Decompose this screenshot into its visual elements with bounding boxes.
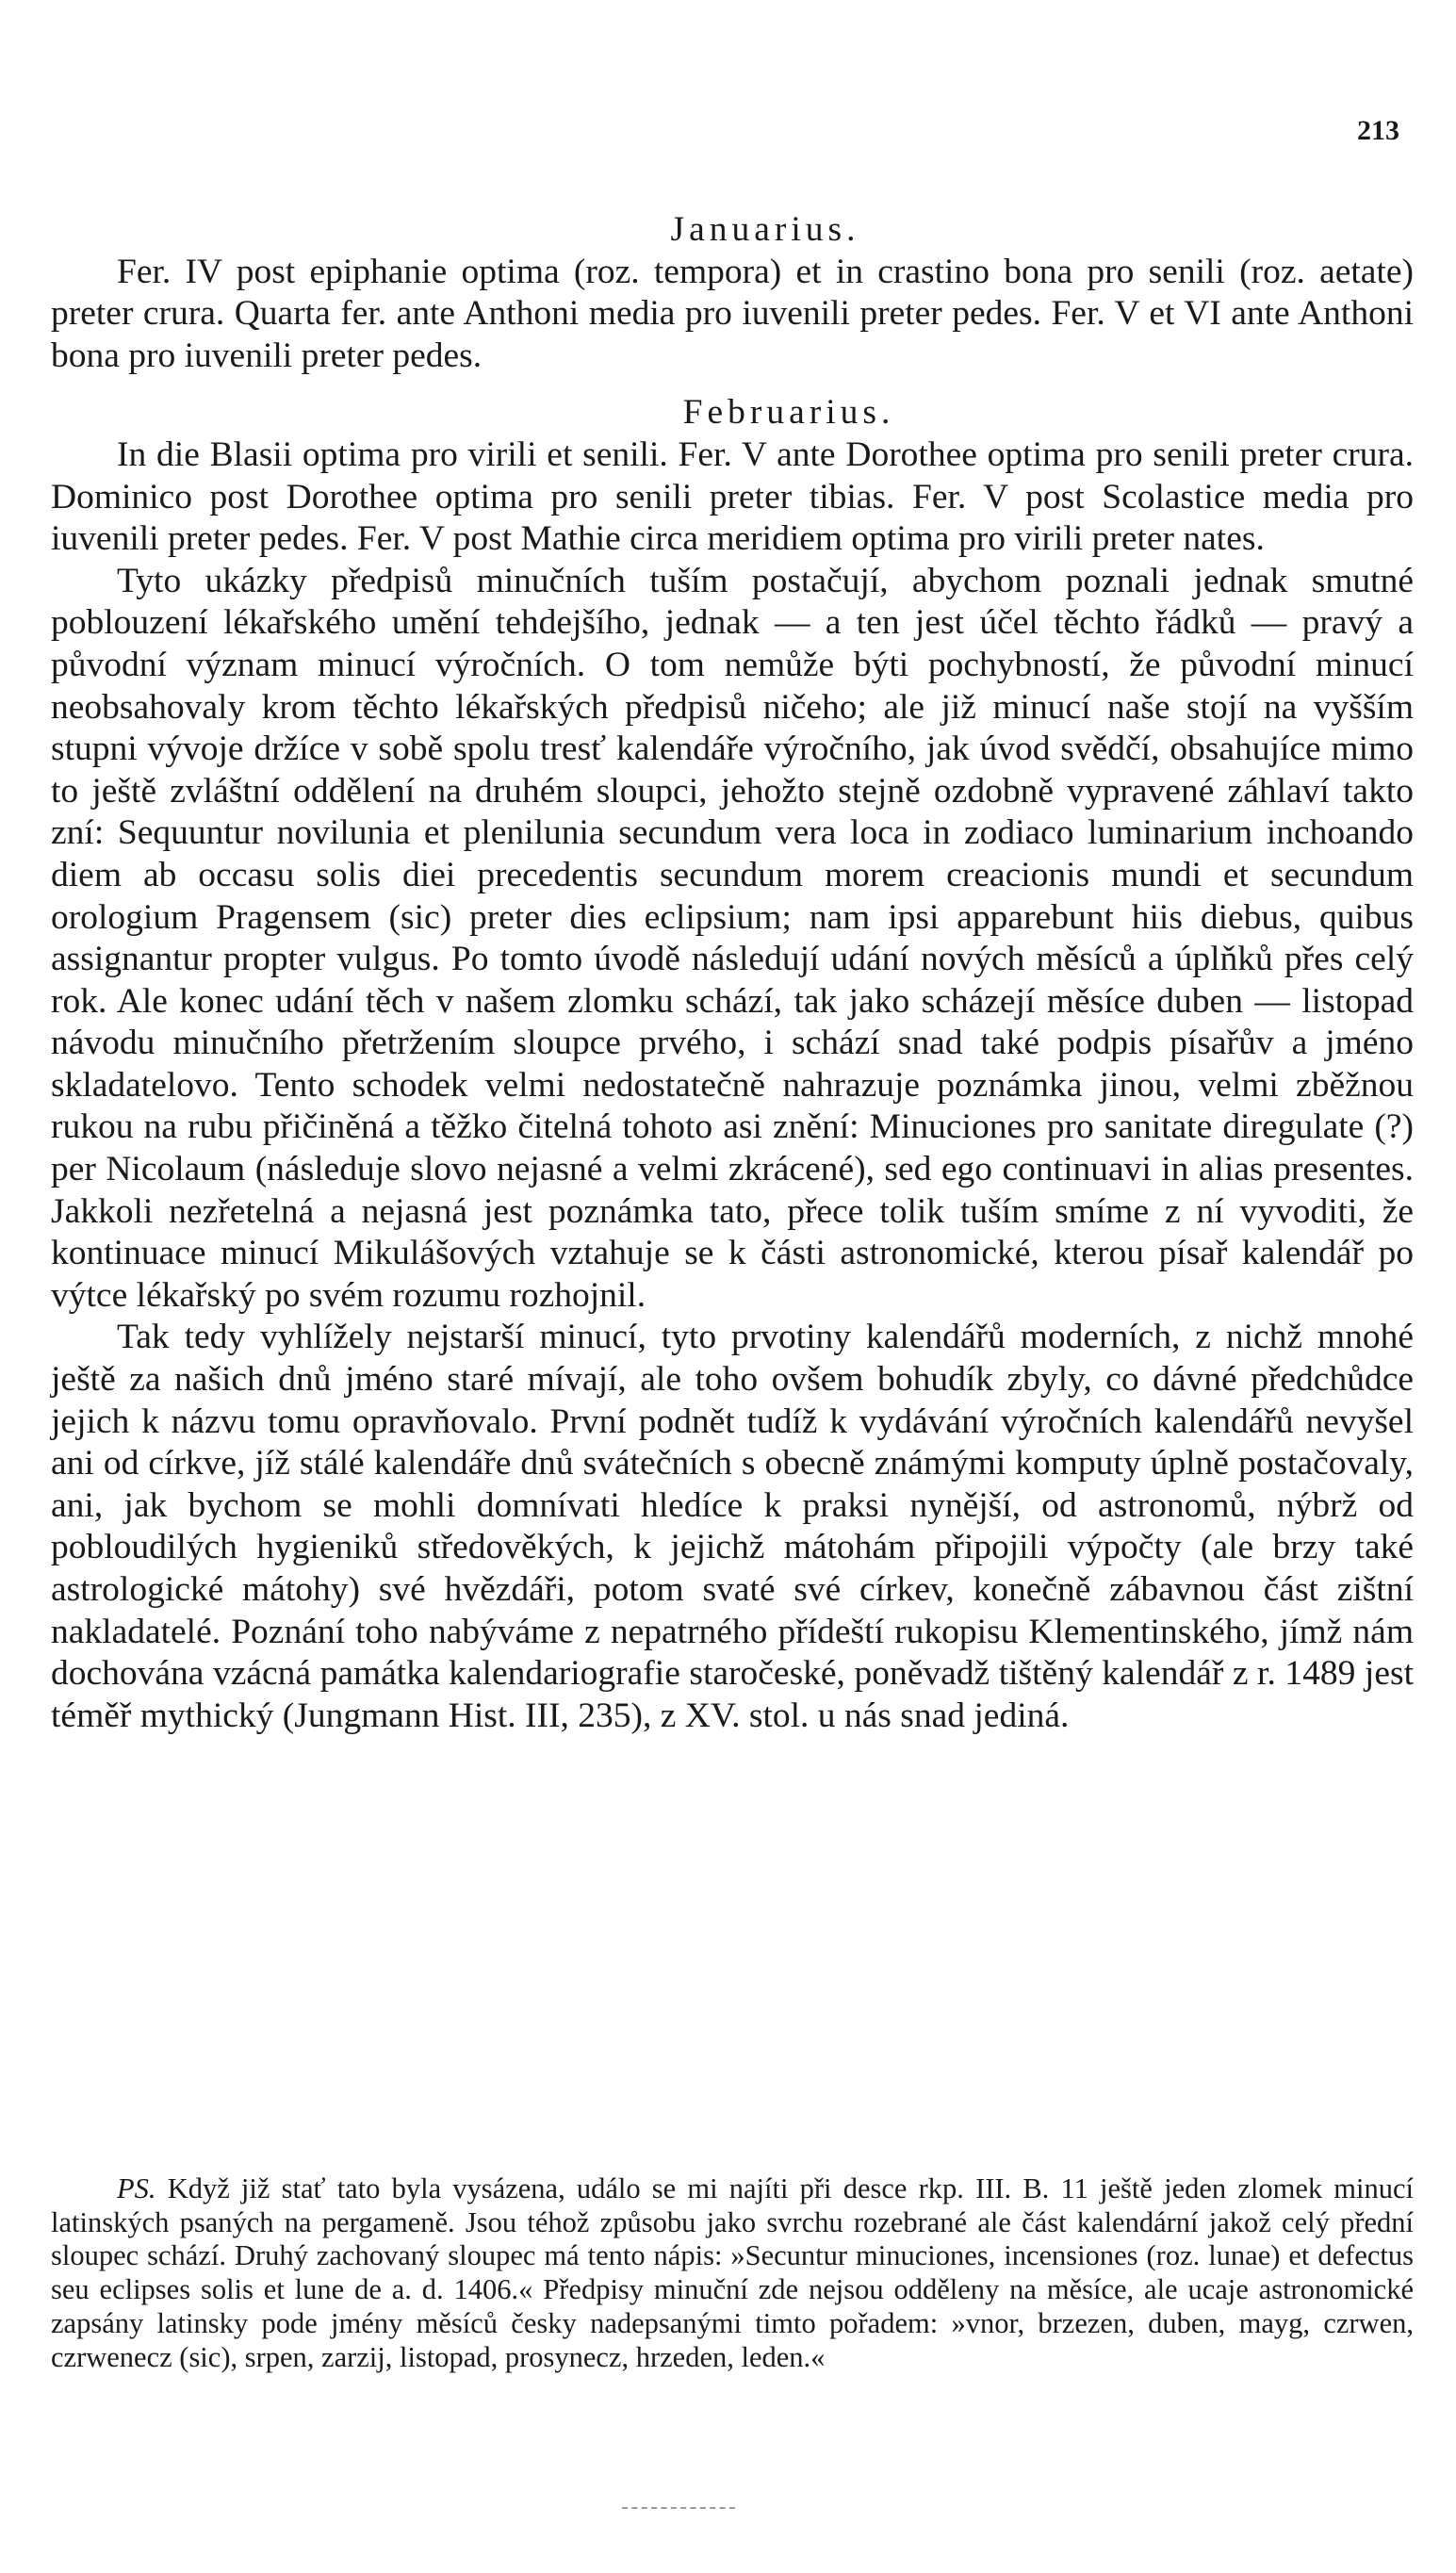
heading-februarius: Februarius. xyxy=(682,393,895,433)
postscript-paragraph xyxy=(51,2172,1414,2374)
paragraph-januarius: Fer. IV post epiphanie optima (roz. tempora) et in crastino bona pro senili (roz. aetate) preter crura. Quarta fer. ante Anthoni media pro iuvenili preter pedes. Fer. V et VI ante Anthoni bona pro iuvenili preter pedes. xyxy=(51,252,1414,375)
footer-divider xyxy=(622,2507,735,2509)
heading-januarius: Januarius. xyxy=(670,210,860,249)
postscript-text: Když již stať tato byla vysázena, událo se mi najíti při desce rkp. III. B. 11 ještě jeden zlomek minucí latinských psaných na pergameně. Jsou téhož způsobu jako svrchu rozebrané ale část kalendární jakož celý přední sloupec schází. Druhý zachovaný sloupec má tento nápis: »Secuntur minuciones, incensiones (roz. lunae) et defectus seu eclipses solis et lune de a. d. 1406.« Předpisy minuční zde nejsou odděleny na měsíce, ale ucaje astronomické zapsány latinsky pode jmény měsíců česky nadepsanými timto pořadem: »vnor, brzezen, duben, mayg, czrwen, czrwenecz (sic), srpen, zarzij, listopad, prosynecz, hrzeden, leden.« xyxy=(51,2172,1414,2373)
postscript-label: PS. xyxy=(117,2172,156,2204)
postscript xyxy=(51,2172,1414,2374)
main-text xyxy=(51,209,1414,1737)
paragraph-februarius: In die Blasii optima pro virili et senili. Fer. V ante Dorothee optima pro senili preter crura. Dominico post Dorothee optima pro senili preter tibias. Fer. V post Scolastice media pro iuvenili preter pedes. Fer. V post Mathie circa meridiem optima pro virili preter nates. xyxy=(51,434,1414,559)
page-number: 213 xyxy=(1357,115,1399,146)
paragraph-conclusion: Tak tedy vyhlížely nejstarší minucí, tyto prvotiny kalendářů moderních, z nichž mnohé ještě za našich dnů jméno staré mívají, ale toho ovšem bohudík zbyly, co dávné předchůdce jejich k názvu tomu opravňovalo. První podnět tudíž k vydávání výročních kalendářů nevyšel ani od církve, jíž stálé kalendáře dnů svátečních s obecně známými komputy úplně postačovaly, ani, jak bychom se mohli domnívati hledíce k praksi nynější, od astronomů, nýbrž od pobloudilých hygieniků středověkých, k jejichž mátohám připojili výpočty (ale brzy také astrologické mátohy) své hvězdáři, potom svaté své církev, konečně zábavnou část zištní nakladatelé. Poznání toho nabýváme z nepatrného přídeští rukopisu Klementinského, jímž nám dochována vzácná památka kalendariografie staročeské, poněvadž tištěný kalendář z r. 1489 jest téměř mythický (Jungmann Hist. III, 235), z XV. stol. u nás snad jediná. xyxy=(51,1318,1414,1735)
paragraph-commentary: Tyto ukázky předpisů minučních tuším postačují, abychom poznali jednak smutné poblouzení lékařského umění tehdejšího, jednak — a ten jest účel těchto řádků — pravý a původní význam minucí výročních. O tom nemůže býti pochybností, že původní minucí neobsahovaly krom těchto lékařských předpisů ničeho; ale již minucí naše stojí na vyšším stupni vývoje držíce v sobě spolu tresť kalendáře výročního, jak úvod svědčí, obsahujíce mimo to ještě zvláštní oddělení na druhém sloupci, jehožto stejně ozdobně vypravené záhlaví takto zní: Sequuntur novilunia et plenilunia secundum vera loca in zodiaco luminarium inchoando diem ab occasu solis diei precedentis secundum morem creacionis mundi et secundum orologium Pragensem (sic) preter dies eclipsium; nam ipsi apparebunt hiis diebus, quibus assignantur propter vulgus. Po tomto úvodě následují udání nových měsíců a úplňků přes celý rok. Ale konec udání těch v našem zlomku schází, tak jako scházejí měsíce duben — listopad návodu minučního přetržením sloupce prvého, i schází snad také podpis písařův a jméno skladatelovo. Tento schodek velmi nedostatečně nahrazuje poznámka jinou, velmi zběžnou rukou na rubu přičiněná a těžko čitelná tohoto asi znění: Minuciones pro sanitate diregulate (?) per Nicolaum (následuje slovo nejasné a velmi zkrácené), sed ego continuavi in alias presentes. Jakkoli nezřetelná a nejasná jest poznámka tato, přece tolik tuším smíme z ní vyvoditi, že kontinuace minucí Mikulášových vztahuje se k části astronomické, kterou písař kalendář po výtce lékařský po svém rozumu rozhojnil. xyxy=(51,561,1414,1315)
